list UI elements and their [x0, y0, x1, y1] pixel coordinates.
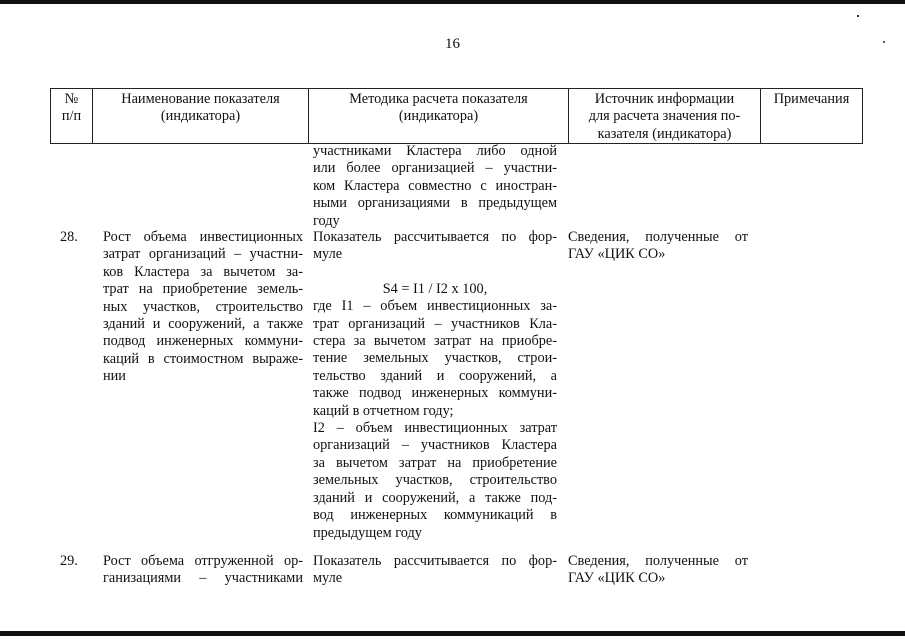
row-29-name: Рост объема отгруженной ор- ганизациями – участниками: [103, 553, 303, 587]
header-method: Методика расчета показателя (индикатора): [309, 89, 569, 144]
row-28-formula: S4 = I1 / I2 x 100,: [382, 280, 488, 297]
scan-speck: [857, 15, 859, 17]
page-number: 16: [445, 36, 460, 52]
top-border-line: [0, 0, 905, 4]
row-29-source: Сведения, полученные от ГАУ «ЦИК СО»: [568, 553, 748, 587]
bottom-border-line: [0, 631, 905, 636]
row-29-number: 29.: [60, 553, 78, 569]
header-source: Источник информации для расчета значения по- казателя (индикатора): [569, 89, 761, 144]
row-28-method: Показатель рассчитывается по фор- муле S4 = I1 / I2 x 100, где I1 – объем инвестиционных за- трат организаций – участников Кла- стера за вычетом затрат на приобре- тение земельных участков, строи- тельство зданий и сооружений, а также подвод инженерных коммуни- каций в отчетном году; I2 – объем инвестиционных затрат организаций – участников Кластера за вычетом затрат на приобретение земельных участков, строительство зданий и сооружений, а также под- вод инженерных коммуникаций в предыдущем году: [313, 229, 557, 541]
row-28-source: Сведения, полученные от ГАУ «ЦИК СО»: [568, 229, 748, 263]
table-header: [50, 88, 863, 144]
header-num: № п/п: [51, 89, 93, 144]
header-notes: Примечания: [761, 89, 863, 144]
continuation-method: участниками Кластера либо одной или более организацией – участни- ком Кластера совместно с иностран- ными организациями в предыдущем году: [313, 143, 557, 229]
row-29-method: Показатель рассчитывается по фор- муле: [313, 553, 557, 587]
row-28-name: Рост объема инвестиционных затрат организаций – участни- ков Кластера за вычетом за- трат на приобретение земель- ных участков, строительство зданий и сооружений, а также подвод инженерных коммуни- каций в стоимостном выраже- нии: [103, 229, 303, 385]
row-28-number: 28.: [60, 229, 78, 245]
header-name: Наименование показателя (индикатора): [93, 89, 309, 144]
